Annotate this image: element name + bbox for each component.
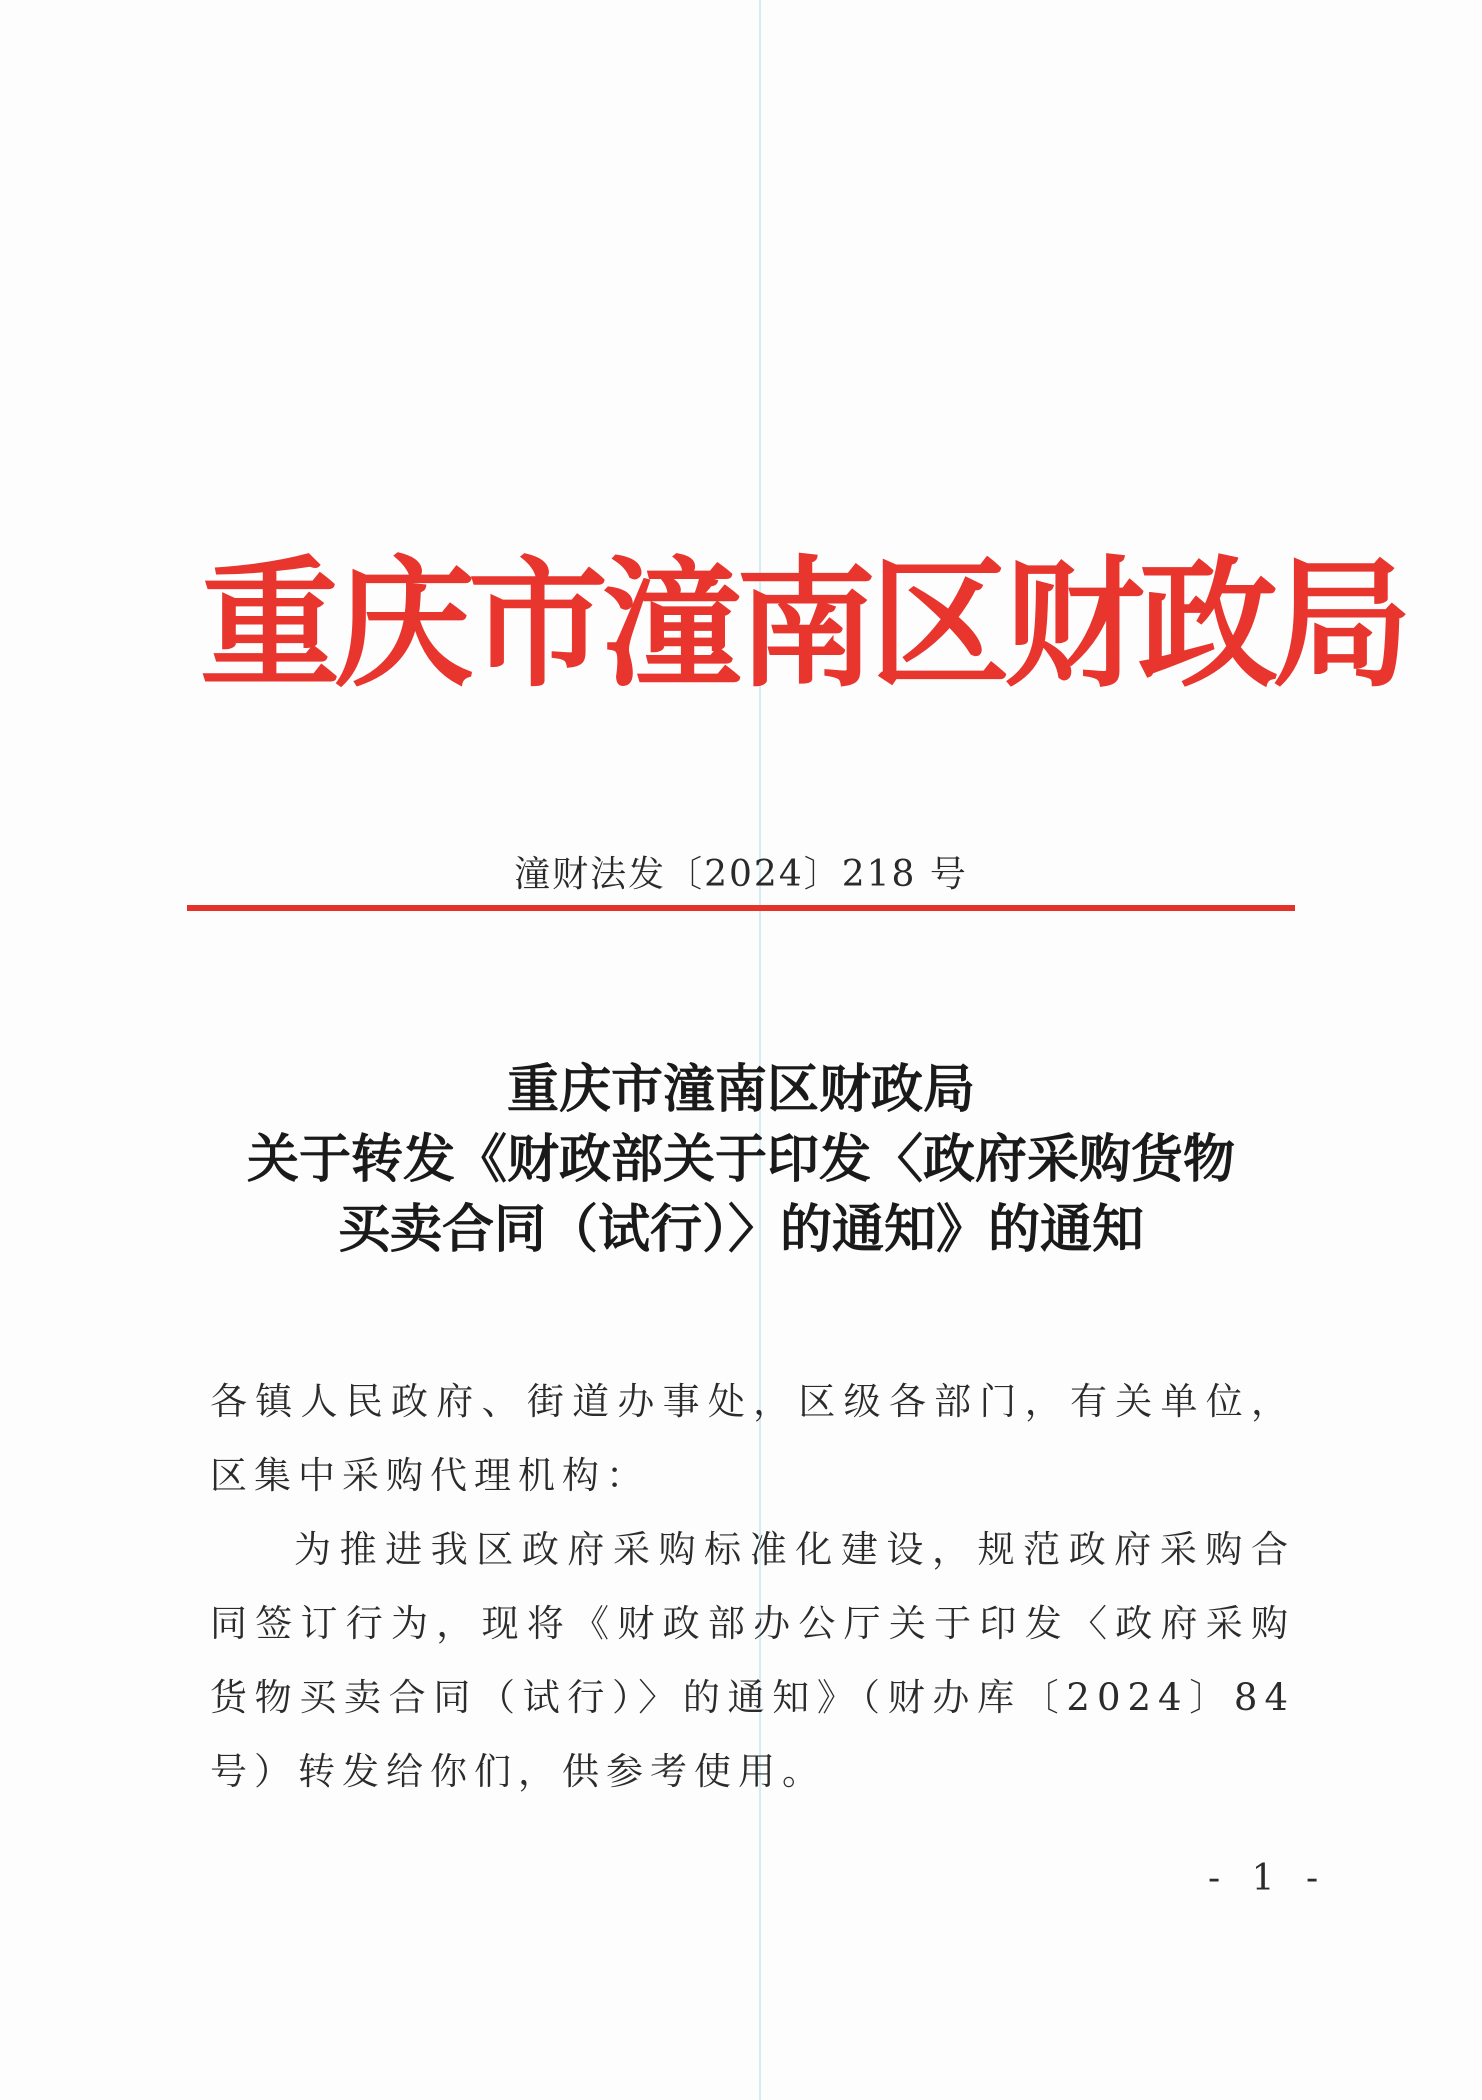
red-separator-rule (187, 905, 1295, 911)
recipients-line: 各镇人民政府、街道办事处，区级各部门，有关单位，区集中采购代理机构： (210, 1380, 1295, 1497)
body-paragraph: 为推进我区政府采购标准化建设，规范政府采购合同签订行为，现将《财政部办公厅关于印发〈政府采购货物买卖合同（试行）〉的通知》（财办库〔2024〕84 号）转发给你们，供参考使用。 (210, 1528, 1295, 1793)
notice-title (0, 1055, 1482, 1265)
agency-header-title: 重庆市潼南区财政局 (200, 543, 1407, 707)
page-number: - 1 - (1208, 1858, 1329, 1899)
notice-title-line: 买卖合同（试行）〉的通知》的通知 (337, 1199, 1144, 1260)
notice-body (210, 1365, 1295, 1809)
notice-title-line: 关于转发《财政部关于印发〈政府采购货物 (246, 1129, 1235, 1190)
document-number: 潼财法发〔2024〕218 号 (514, 854, 968, 895)
notice-title-line: 重庆市潼南区财政局 (506, 1059, 975, 1120)
